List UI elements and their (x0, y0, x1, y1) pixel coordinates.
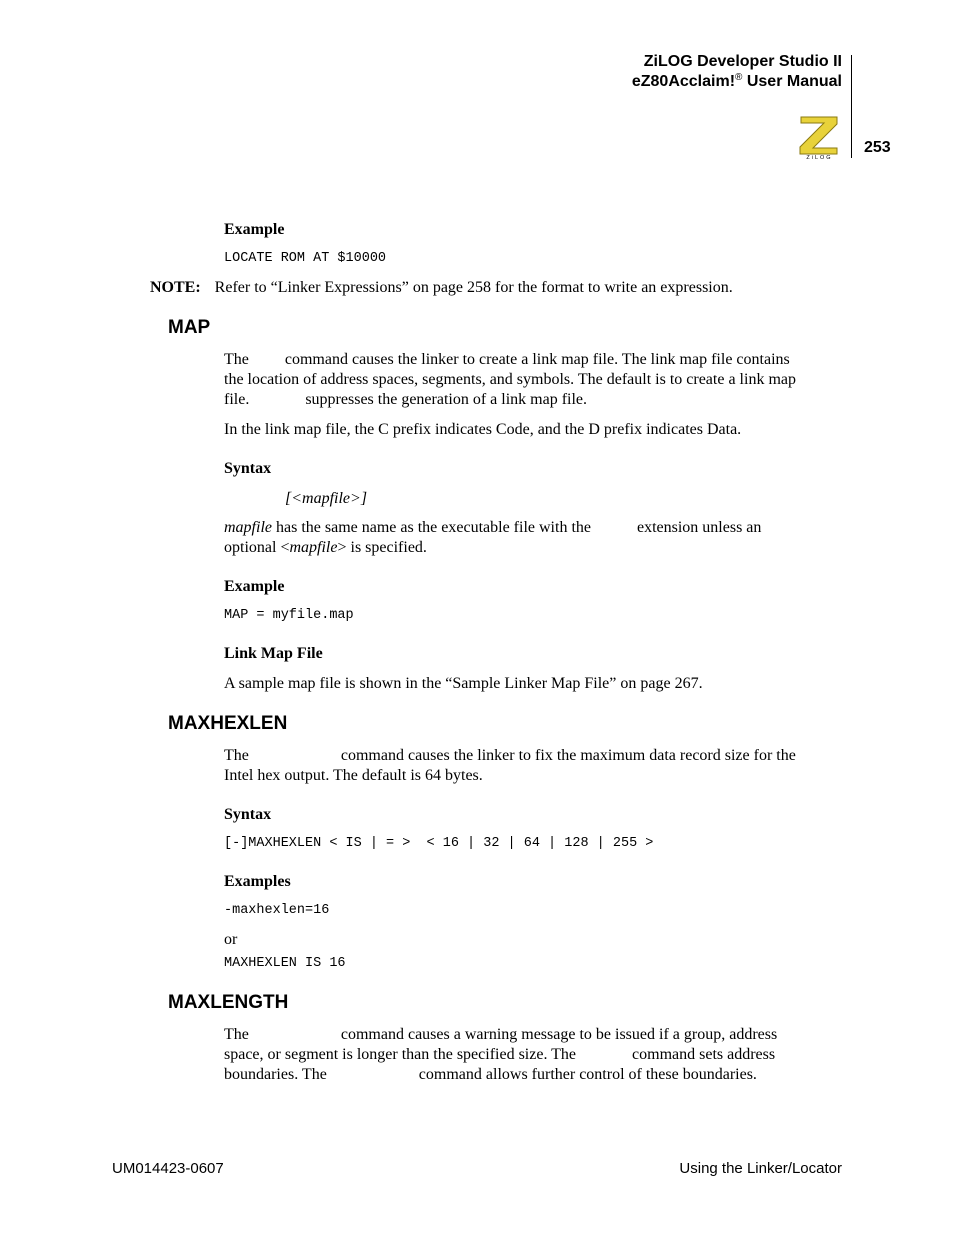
map-prefix-note: In the link map file, the C prefix indicates Code, and the D prefix indicates Data. (224, 421, 742, 438)
maxhexlen-example1: -maxhexlen=16 (224, 903, 330, 918)
map-example-heading: Example (224, 578, 285, 595)
map-description: The command causes the linker to create a link map file. The link map file contains the location of address spaces, segments, and symbols. The default is to create a link map file. suppresses the generation of a link map file. (224, 351, 796, 408)
maxhexlen-example2: MAXHEXLEN IS 16 (224, 956, 346, 971)
link-map-file-heading: Link Map File (224, 645, 323, 662)
footer-section: Using the Linker/Locator (679, 1160, 842, 1177)
maxhexlen-examples-heading: Examples (224, 873, 291, 890)
manual-title-line2: eZ80Acclaim!® User Manual (631, 72, 842, 90)
locate-example-code: LOCATE ROM AT $10000 (224, 251, 387, 266)
zilog-logo-icon (797, 114, 842, 160)
maxhexlen-syntax-code: [-]MAXHEXLEN < IS | = > < 16 | 32 | 64 | 128 | 255 > (224, 836, 654, 851)
map-syntax-line: [<mapfile>] (285, 490, 368, 507)
page-number: 253 (864, 139, 891, 156)
maxhexlen-syntax-heading: Syntax (224, 806, 272, 823)
maxhexlen-description: The command causes the linker to fix the maximum data record size for the Intel hex output. The default is 64 bytes. (224, 747, 796, 784)
map-example-code: MAP = myfile.map (224, 608, 354, 623)
registered-mark: ® (735, 72, 743, 83)
note-text: Refer to “Linker Expressions” on page 258 for the format to write an expression. (214, 279, 733, 296)
link-map-file-text: A sample map file is shown in the “Sample Linker Map File” on page 267. (224, 675, 703, 692)
header-divider (851, 55, 852, 158)
note (150, 278, 733, 298)
manual-title-line1: ZiLOG Developer Studio II (643, 53, 842, 70)
locate-example-heading: Example (224, 221, 285, 238)
map-syntax-heading: Syntax (224, 460, 272, 477)
map-heading: MAP (168, 317, 211, 338)
maxhexlen-or: or (224, 931, 238, 948)
note-label: NOTE: (150, 279, 201, 296)
maxlength-description: The command causes a warning message to be issued if a group, address space, or segment is longer than the specified size. The command sets address boundaries. The command allows further control of these boundaries. (224, 1026, 778, 1083)
logo-text: ZiLOG (806, 155, 833, 160)
maxlength-heading: MAXLENGTH (168, 992, 289, 1013)
footer-doc-id: UM014423-0607 (112, 1160, 224, 1177)
map-mapfile-description: mapfile has the same name as the executable file with the extension unless an optional <mapfile> is specified. (224, 519, 762, 556)
maxhexlen-heading: MAXHEXLEN (168, 713, 288, 734)
